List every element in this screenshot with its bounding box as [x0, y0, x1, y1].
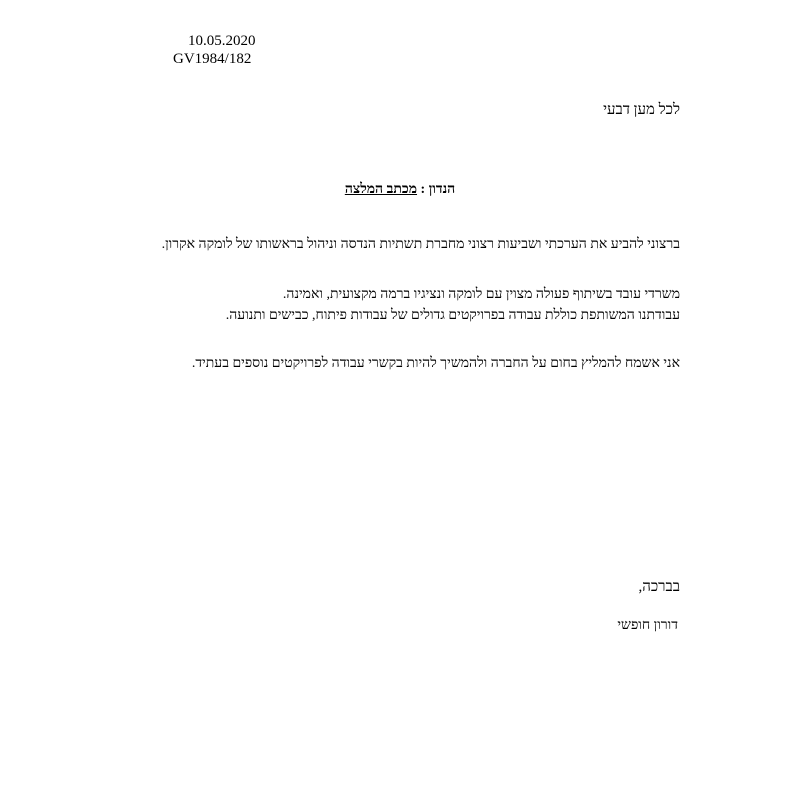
body-paragraph-2-line-2: עבודתנו המשותפת כוללת עבודה בפרויקטים גדולים של עבודות פיתוח, כבישים ותנועה. [225, 308, 680, 323]
closing-greeting: בברכה, [638, 579, 680, 595]
body-paragraph-2-line-1: משרדי עובד בשיתוף פעולה מצוין עם לומקה ונציגיו ברמה מקצועית, ואמינה. [282, 287, 680, 302]
addressee: לכל מען דבעי [603, 102, 680, 118]
reference-number: GV1984/182 [173, 51, 252, 67]
body-paragraph-3: אני אשמח להמליץ בחום על החברה ולהמשיך להיות בקשרי עבודה לפרויקטים נוספים בעתיד. [191, 356, 680, 371]
signature-name: דורון חופשי [617, 618, 678, 633]
subject-value: מכתב המלצה [344, 182, 418, 197]
subject-line [0, 181, 800, 199]
letter-date: 10.05.2020 [188, 33, 256, 49]
subject-label: הנדון : [420, 182, 456, 197]
body-paragraph-1: ברצוני להביע את הערכתי ושביעות רצוני מחברת תשתיות הנדסה וניהול בראשותו של לומקה אקרון. [161, 237, 680, 252]
